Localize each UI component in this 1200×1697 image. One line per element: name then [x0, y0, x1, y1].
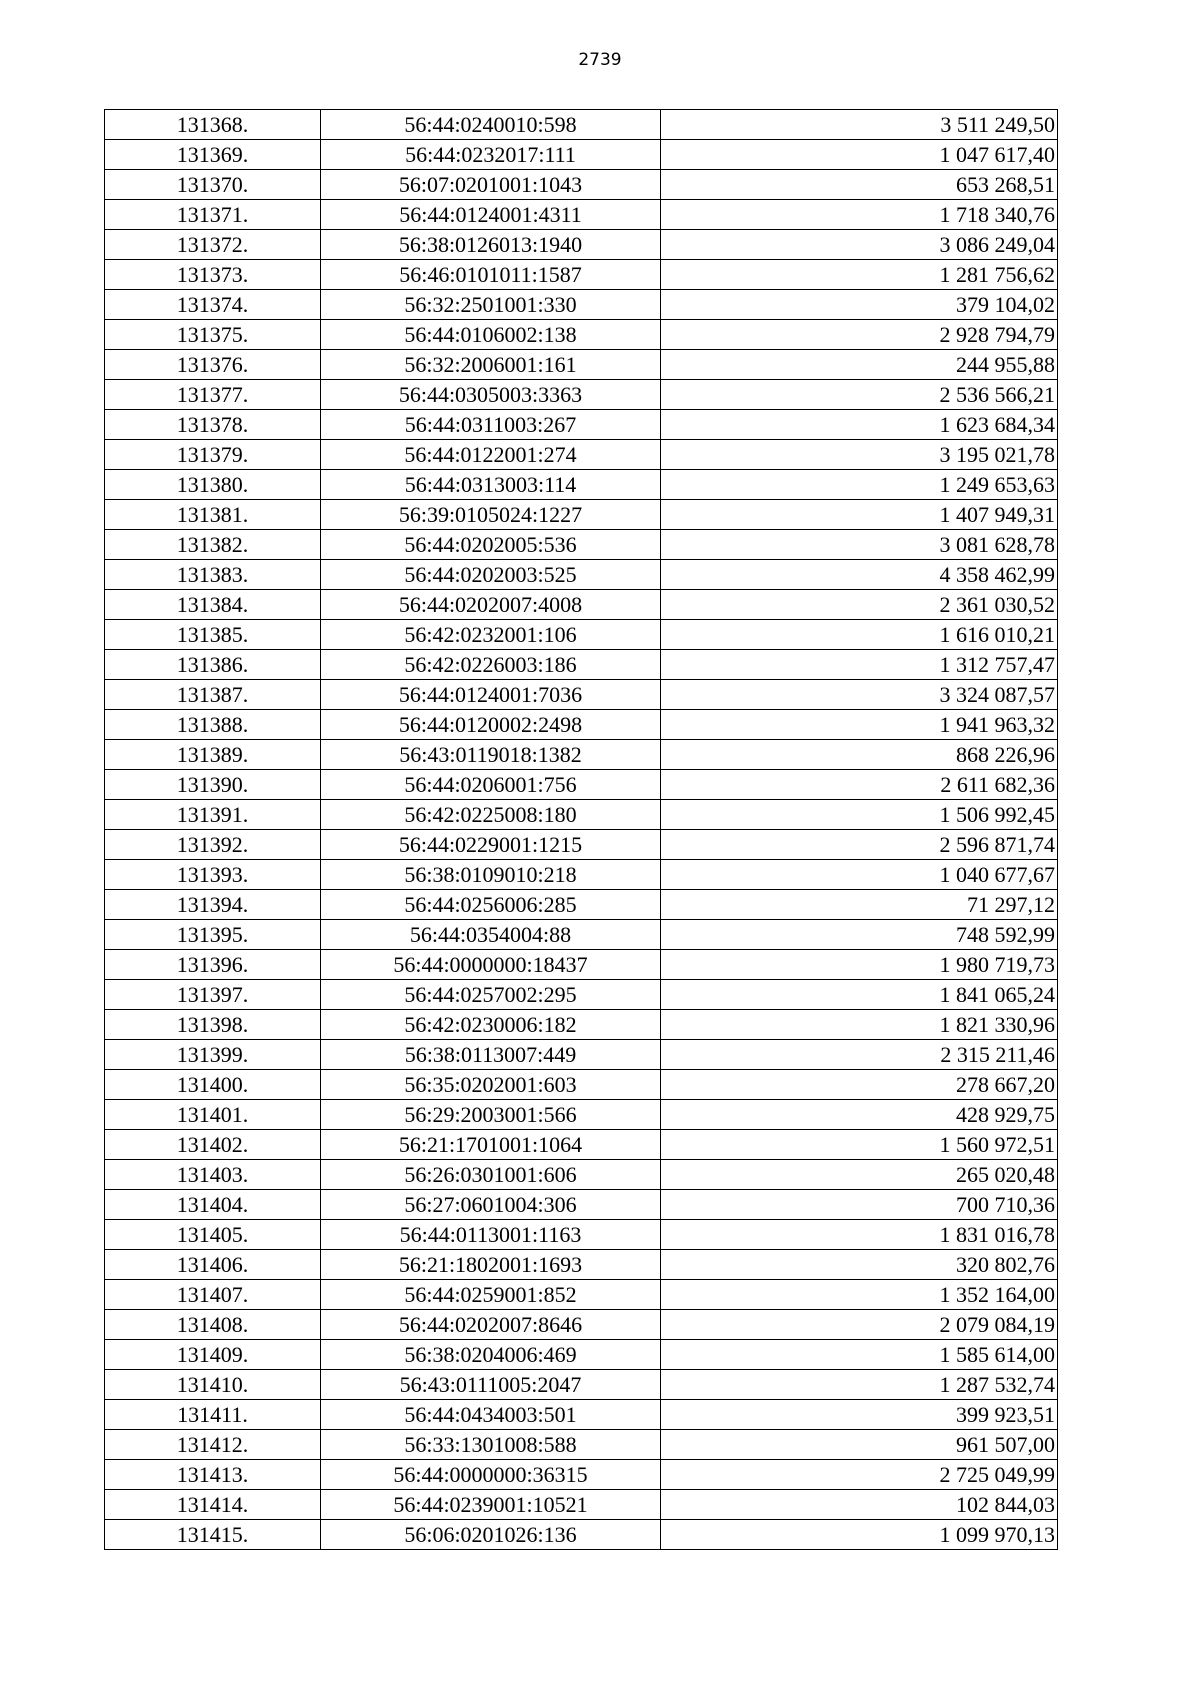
- row-number-cell: 131369.: [105, 140, 321, 170]
- cadastral-value-cell: 1 821 330,96: [661, 1010, 1058, 1040]
- table-row: [105, 380, 1058, 410]
- cadastral-number-cell: 56:44:0202003:525: [321, 560, 661, 590]
- cadastral-value-cell: 2 315 211,46: [661, 1040, 1058, 1070]
- row-number-cell: 131409.: [105, 1340, 321, 1370]
- row-number-cell: 131410.: [105, 1370, 321, 1400]
- cadastral-number-cell: 56:42:0230006:182: [321, 1010, 661, 1040]
- table-row: [105, 740, 1058, 770]
- row-number-cell: 131376.: [105, 350, 321, 380]
- cadastral-number-cell: 56:44:0311003:267: [321, 410, 661, 440]
- table-row: [105, 140, 1058, 170]
- cadastral-value-cell: 320 802,76: [661, 1250, 1058, 1280]
- row-number-cell: 131368.: [105, 110, 321, 140]
- table-row: [105, 410, 1058, 440]
- cadastral-number-cell: 56:38:0109010:218: [321, 860, 661, 890]
- row-number-cell: 131371.: [105, 200, 321, 230]
- row-number-cell: 131372.: [105, 230, 321, 260]
- cadastral-value-cell: 2 611 682,36: [661, 770, 1058, 800]
- table-row: [105, 1310, 1058, 1340]
- cadastral-number-cell: 56:44:0229001:1215: [321, 830, 661, 860]
- table-row: [105, 230, 1058, 260]
- cadastral-number-cell: 56:42:0226003:186: [321, 650, 661, 680]
- cadastral-number-cell: 56:44:0124001:7036: [321, 680, 661, 710]
- cadastral-number-cell: 56:07:0201001:1043: [321, 170, 661, 200]
- row-number-cell: 131378.: [105, 410, 321, 440]
- cadastral-number-cell: 56:26:0301001:606: [321, 1160, 661, 1190]
- cadastral-number-cell: 56:44:0000000:36315: [321, 1460, 661, 1490]
- cadastral-number-cell: 56:43:0119018:1382: [321, 740, 661, 770]
- cadastral-number-cell: 56:44:0000000:18437: [321, 950, 661, 980]
- cadastral-number-cell: 56:44:0120002:2498: [321, 710, 661, 740]
- table-row: [105, 620, 1058, 650]
- cadastral-value-cell: 1 831 016,78: [661, 1220, 1058, 1250]
- table-row: [105, 1280, 1058, 1310]
- cadastral-value-cell: 399 923,51: [661, 1400, 1058, 1430]
- cadastral-number-cell: 56:44:0232017:111: [321, 140, 661, 170]
- table-row: [105, 860, 1058, 890]
- cadastral-value-cell: 1 287 532,74: [661, 1370, 1058, 1400]
- table-row: [105, 590, 1058, 620]
- cadastral-value-cell: 2 596 871,74: [661, 830, 1058, 860]
- cadastral-value-cell: 2 536 566,21: [661, 380, 1058, 410]
- cadastral-number-cell: 56:44:0257002:295: [321, 980, 661, 1010]
- row-number-cell: 131399.: [105, 1040, 321, 1070]
- table-row: [105, 1520, 1058, 1550]
- table-row: [105, 950, 1058, 980]
- table-row: [105, 770, 1058, 800]
- row-number-cell: 131396.: [105, 950, 321, 980]
- row-number-cell: 131384.: [105, 590, 321, 620]
- table-row: [105, 890, 1058, 920]
- table-row: [105, 530, 1058, 560]
- table-row: [105, 470, 1058, 500]
- table-row: [105, 1430, 1058, 1460]
- row-number-cell: 131382.: [105, 530, 321, 560]
- cadastral-number-cell: 56:21:1802001:1693: [321, 1250, 661, 1280]
- row-number-cell: 131373.: [105, 260, 321, 290]
- row-number-cell: 131395.: [105, 920, 321, 950]
- cadastral-value-cell: 961 507,00: [661, 1430, 1058, 1460]
- row-number-cell: 131415.: [105, 1520, 321, 1550]
- cadastral-number-cell: 56:35:0202001:603: [321, 1070, 661, 1100]
- cadastral-value-cell: 1 099 970,13: [661, 1520, 1058, 1550]
- table-row: [105, 1100, 1058, 1130]
- cadastral-value-cell: 868 226,96: [661, 740, 1058, 770]
- row-number-cell: 131391.: [105, 800, 321, 830]
- cadastral-number-cell: 56:44:0259001:852: [321, 1280, 661, 1310]
- cadastral-value-cell: 102 844,03: [661, 1490, 1058, 1520]
- row-number-cell: 131414.: [105, 1490, 321, 1520]
- cadastral-number-cell: 56:42:0225008:180: [321, 800, 661, 830]
- cadastral-value-cell: 1 585 614,00: [661, 1340, 1058, 1370]
- table-row: [105, 1340, 1058, 1370]
- cadastral-value-cell: 1 980 719,73: [661, 950, 1058, 980]
- cadastral-value-cell: 1 841 065,24: [661, 980, 1058, 1010]
- cadastral-number-cell: 56:44:0305003:3363: [321, 380, 661, 410]
- row-number-cell: 131388.: [105, 710, 321, 740]
- cadastral-number-cell: 56:44:0202007:8646: [321, 1310, 661, 1340]
- table-row: [105, 1250, 1058, 1280]
- row-number-cell: 131411.: [105, 1400, 321, 1430]
- row-number-cell: 131393.: [105, 860, 321, 890]
- cadastral-number-cell: 56:44:0206001:756: [321, 770, 661, 800]
- table-row: [105, 290, 1058, 320]
- row-number-cell: 131397.: [105, 980, 321, 1010]
- row-number-cell: 131389.: [105, 740, 321, 770]
- row-number-cell: 131404.: [105, 1190, 321, 1220]
- table-row: [105, 500, 1058, 530]
- cadastral-number-cell: 56:43:0111005:2047: [321, 1370, 661, 1400]
- cadastral-number-cell: 56:44:0239001:10521: [321, 1490, 661, 1520]
- cadastral-value-cell: 2 079 084,19: [661, 1310, 1058, 1340]
- row-number-cell: 131405.: [105, 1220, 321, 1250]
- cadastral-value-cell: 2 725 049,99: [661, 1460, 1058, 1490]
- table-row: [105, 1370, 1058, 1400]
- table-row: [105, 440, 1058, 470]
- cadastral-value-cell: 3 195 021,78: [661, 440, 1058, 470]
- cadastral-number-cell: 56:21:1701001:1064: [321, 1130, 661, 1160]
- table-row: [105, 1160, 1058, 1190]
- cadastral-value-cell: 265 020,48: [661, 1160, 1058, 1190]
- cadastral-number-cell: 56:44:0240010:598: [321, 110, 661, 140]
- cadastral-number-cell: 56:39:0105024:1227: [321, 500, 661, 530]
- row-number-cell: 131401.: [105, 1100, 321, 1130]
- table-row: [105, 800, 1058, 830]
- row-number-cell: 131387.: [105, 680, 321, 710]
- cadastral-value-cell: 278 667,20: [661, 1070, 1058, 1100]
- cadastral-value-cell: 1 616 010,21: [661, 620, 1058, 650]
- cadastral-number-cell: 56:29:2003001:566: [321, 1100, 661, 1130]
- table-row: [105, 650, 1058, 680]
- table-row: [105, 830, 1058, 860]
- cadastral-number-cell: 56:44:0256006:285: [321, 890, 661, 920]
- cadastral-number-cell: 56:46:0101011:1587: [321, 260, 661, 290]
- cadastral-number-cell: 56:27:0601004:306: [321, 1190, 661, 1220]
- table-row: [105, 1040, 1058, 1070]
- table-row: [105, 1490, 1058, 1520]
- cadastral-number-cell: 56:32:2006001:161: [321, 350, 661, 380]
- cadastral-value-cell: 653 268,51: [661, 170, 1058, 200]
- cadastral-number-cell: 56:42:0232001:106: [321, 620, 661, 650]
- cadastral-value-cell: 1 941 963,32: [661, 710, 1058, 740]
- table-row: [105, 980, 1058, 1010]
- table-row: [105, 1400, 1058, 1430]
- cadastral-value-cell: 1 281 756,62: [661, 260, 1058, 290]
- cadastral-value-cell: 2 361 030,52: [661, 590, 1058, 620]
- cadastral-value-cell: 748 592,99: [661, 920, 1058, 950]
- table-row: [105, 170, 1058, 200]
- cadastral-value-cell: 379 104,02: [661, 290, 1058, 320]
- row-number-cell: 131374.: [105, 290, 321, 320]
- row-number-cell: 131398.: [105, 1010, 321, 1040]
- cadastral-value-cell: 1 407 949,31: [661, 500, 1058, 530]
- table-row: [105, 260, 1058, 290]
- cadastral-value-cell: 1 718 340,76: [661, 200, 1058, 230]
- row-number-cell: 131370.: [105, 170, 321, 200]
- table-body: [105, 110, 1058, 1550]
- cadastral-number-cell: 56:38:0113007:449: [321, 1040, 661, 1070]
- cadastral-number-cell: 56:32:2501001:330: [321, 290, 661, 320]
- row-number-cell: 131385.: [105, 620, 321, 650]
- row-number-cell: 131392.: [105, 830, 321, 860]
- row-number-cell: 131412.: [105, 1430, 321, 1460]
- cadastral-number-cell: 56:44:0313003:114: [321, 470, 661, 500]
- table-row: [105, 1220, 1058, 1250]
- row-number-cell: 131381.: [105, 500, 321, 530]
- table-row: [105, 200, 1058, 230]
- row-number-cell: 131403.: [105, 1160, 321, 1190]
- table-row: [105, 1010, 1058, 1040]
- cadastral-number-cell: 56:44:0202005:536: [321, 530, 661, 560]
- table-row: [105, 110, 1058, 140]
- cadastral-number-cell: 56:06:0201026:136: [321, 1520, 661, 1550]
- table-row: [105, 320, 1058, 350]
- table-row: [105, 1070, 1058, 1100]
- table-row: [105, 560, 1058, 590]
- cadastral-value-cell: 2 928 794,79: [661, 320, 1058, 350]
- cadastral-value-cell: 4 358 462,99: [661, 560, 1058, 590]
- page-number: 2739: [578, 50, 622, 70]
- cadastral-value-cell: 1 352 164,00: [661, 1280, 1058, 1310]
- row-number-cell: 131407.: [105, 1280, 321, 1310]
- cadastral-number-cell: 56:44:0113001:1163: [321, 1220, 661, 1250]
- row-number-cell: 131383.: [105, 560, 321, 590]
- cadastral-value-cell: 3 081 628,78: [661, 530, 1058, 560]
- cadastral-value-cell: 244 955,88: [661, 350, 1058, 380]
- table-row: [105, 920, 1058, 950]
- cadastral-value-cell: 3 324 087,57: [661, 680, 1058, 710]
- table-row: [105, 680, 1058, 710]
- table-row: [105, 1190, 1058, 1220]
- row-number-cell: 131390.: [105, 770, 321, 800]
- row-number-cell: 131377.: [105, 380, 321, 410]
- table-row: [105, 1130, 1058, 1160]
- row-number-cell: 131400.: [105, 1070, 321, 1100]
- cadastral-value-cell: 3 511 249,50: [661, 110, 1058, 140]
- table-row: [105, 710, 1058, 740]
- cadastral-value-cell: 1 560 972,51: [661, 1130, 1058, 1160]
- cadastral-value-cell: 1 047 617,40: [661, 140, 1058, 170]
- cadastral-number-cell: 56:38:0204006:469: [321, 1340, 661, 1370]
- row-number-cell: 131379.: [105, 440, 321, 470]
- cadastral-value-cell: 1 040 677,67: [661, 860, 1058, 890]
- row-number-cell: 131408.: [105, 1310, 321, 1340]
- row-number-cell: 131402.: [105, 1130, 321, 1160]
- cadastral-value-cell: 1 312 757,47: [661, 650, 1058, 680]
- cadastral-number-cell: 56:44:0354004:88: [321, 920, 661, 950]
- row-number-cell: 131380.: [105, 470, 321, 500]
- cadastral-value-cell: 428 929,75: [661, 1100, 1058, 1130]
- row-number-cell: 131386.: [105, 650, 321, 680]
- cadastral-number-cell: 56:44:0122001:274: [321, 440, 661, 470]
- cadastral-value-cell: 1 506 992,45: [661, 800, 1058, 830]
- row-number-cell: 131406.: [105, 1250, 321, 1280]
- cadastral-value-cell: 1 623 684,34: [661, 410, 1058, 440]
- cadastral-number-cell: 56:44:0124001:4311: [321, 200, 661, 230]
- cadastral-number-cell: 56:38:0126013:1940: [321, 230, 661, 260]
- cadastral-number-cell: 56:44:0106002:138: [321, 320, 661, 350]
- cadastral-number-cell: 56:44:0434003:501: [321, 1400, 661, 1430]
- cadastral-value-table: [104, 109, 1058, 1550]
- cadastral-number-cell: 56:33:1301008:588: [321, 1430, 661, 1460]
- cadastral-value-cell: 700 710,36: [661, 1190, 1058, 1220]
- table-row: [105, 350, 1058, 380]
- row-number-cell: 131375.: [105, 320, 321, 350]
- cadastral-value-cell: 3 086 249,04: [661, 230, 1058, 260]
- row-number-cell: 131413.: [105, 1460, 321, 1490]
- cadastral-number-cell: 56:44:0202007:4008: [321, 590, 661, 620]
- cadastral-value-cell: 71 297,12: [661, 890, 1058, 920]
- row-number-cell: 131394.: [105, 890, 321, 920]
- table-row: [105, 1460, 1058, 1490]
- cadastral-value-cell: 1 249 653,63: [661, 470, 1058, 500]
